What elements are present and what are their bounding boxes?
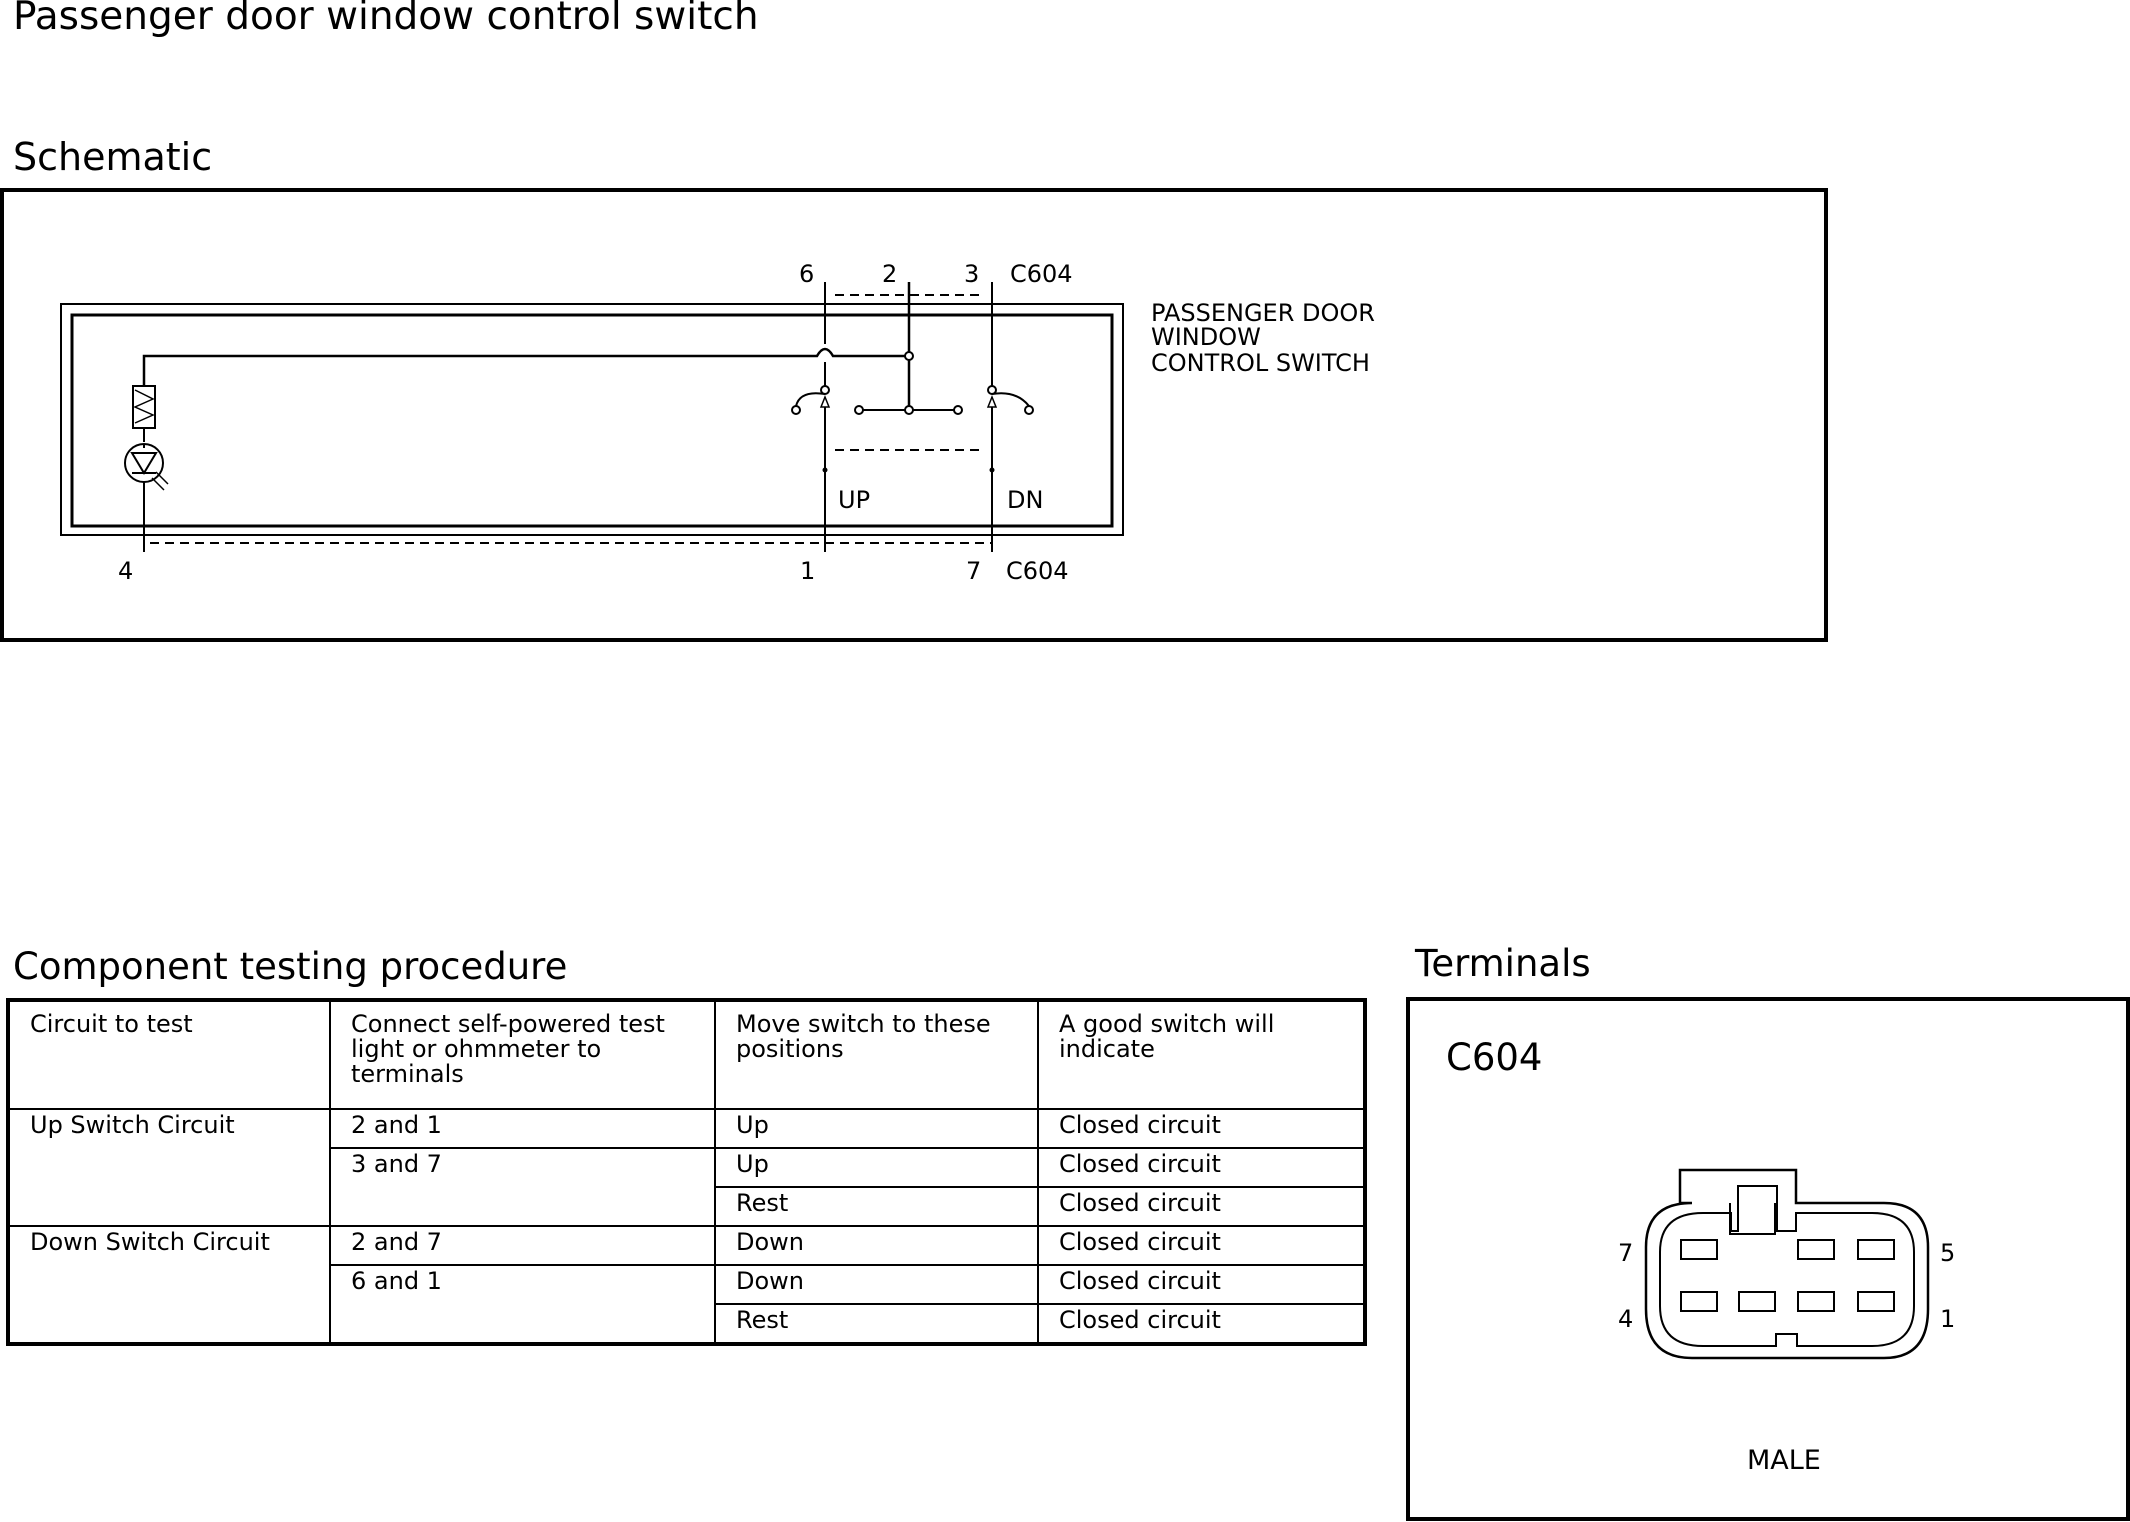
cell-terminals: 6 and 1	[330, 1265, 715, 1304]
top-pin-6: 6	[799, 260, 815, 288]
table-row	[8, 1187, 1365, 1226]
pin-label-4: 4	[1618, 1305, 1634, 1333]
connector-c604-icon	[1646, 1170, 1928, 1358]
testing-title: Component testing procedure	[13, 945, 568, 988]
top-connector-label: C604	[1010, 260, 1073, 288]
cell-indicate: Closed circuit	[1038, 1148, 1365, 1187]
cell-circuit	[8, 1187, 330, 1226]
cell-circuit	[8, 1265, 330, 1304]
cell-position: Down	[715, 1226, 1038, 1265]
cell-indicate: Closed circuit	[1038, 1226, 1365, 1265]
header-indicate: A good switch will indicate	[1038, 1000, 1365, 1109]
top-pin-3: 3	[964, 260, 980, 288]
schematic-title: Schematic	[13, 135, 213, 179]
cell-terminals: 2 and 1	[330, 1109, 715, 1148]
bottom-connector-label: C604	[1006, 557, 1069, 585]
cell-indicate: Closed circuit	[1038, 1304, 1365, 1344]
testing-table	[6, 998, 1367, 1346]
pin-label-7: 7	[1618, 1239, 1634, 1267]
terminals-diagram	[1405, 997, 2130, 1522]
table-row	[8, 1265, 1365, 1304]
cell-terminals	[330, 1304, 715, 1344]
bottom-pin-7: 7	[966, 557, 982, 585]
top-wire	[144, 349, 909, 392]
terminals-title: Terminals	[1415, 942, 1591, 985]
terminals-connector-label: C604	[1446, 1036, 1543, 1079]
cell-position: Up	[715, 1109, 1038, 1148]
cell-indicate: Closed circuit	[1038, 1265, 1365, 1304]
header-circuit: Circuit to test	[8, 1000, 330, 1109]
component-label-line-2: WINDOW	[1151, 323, 1261, 351]
cell-position: Up	[715, 1148, 1038, 1187]
cell-circuit	[8, 1148, 330, 1187]
cell-terminals: 3 and 7	[330, 1148, 715, 1187]
dn-label: DN	[1007, 486, 1044, 514]
table-row	[8, 1304, 1365, 1344]
component-outer-box	[61, 304, 1123, 535]
bottom-pin-4: 4	[118, 557, 134, 585]
header-terminals: Connect self-powered test light or ohmmeter to terminals	[330, 1000, 715, 1109]
component-label-line-1: PASSENGER DOOR	[1151, 299, 1375, 327]
cell-terminals: 2 and 7	[330, 1226, 715, 1265]
table-row	[8, 1148, 1365, 1187]
cell-position: Rest	[715, 1187, 1038, 1226]
page-title: Passenger door window control switch	[13, 0, 759, 39]
cell-terminals	[330, 1187, 715, 1226]
pin-label-1: 1	[1940, 1305, 1956, 1333]
table-header-row	[8, 1000, 1365, 1109]
rest-contacts	[855, 406, 962, 414]
header-positions: Move switch to these positions	[715, 1000, 1038, 1109]
up-label: UP	[838, 486, 871, 514]
table-row	[8, 1226, 1365, 1265]
led-icon	[125, 444, 168, 490]
pin-label-5: 5	[1940, 1239, 1956, 1267]
cell-circuit: Up Switch Circuit	[8, 1109, 330, 1148]
table-row	[8, 1109, 1365, 1148]
cell-position: Down	[715, 1265, 1038, 1304]
schematic-frame	[2, 190, 1826, 640]
gender-label: MALE	[1747, 1445, 1821, 1476]
component-label-line-3: CONTROL SWITCH	[1151, 349, 1370, 377]
cell-indicate: Closed circuit	[1038, 1109, 1365, 1148]
bottom-pin-1: 1	[800, 557, 816, 585]
cell-indicate: Closed circuit	[1038, 1187, 1365, 1226]
schematic-diagram	[0, 188, 1830, 643]
component-inner-box	[72, 315, 1112, 526]
cell-circuit: Down Switch Circuit	[8, 1226, 330, 1265]
cell-position: Rest	[715, 1304, 1038, 1344]
cell-circuit	[8, 1304, 330, 1344]
top-pin-2: 2	[882, 260, 898, 288]
